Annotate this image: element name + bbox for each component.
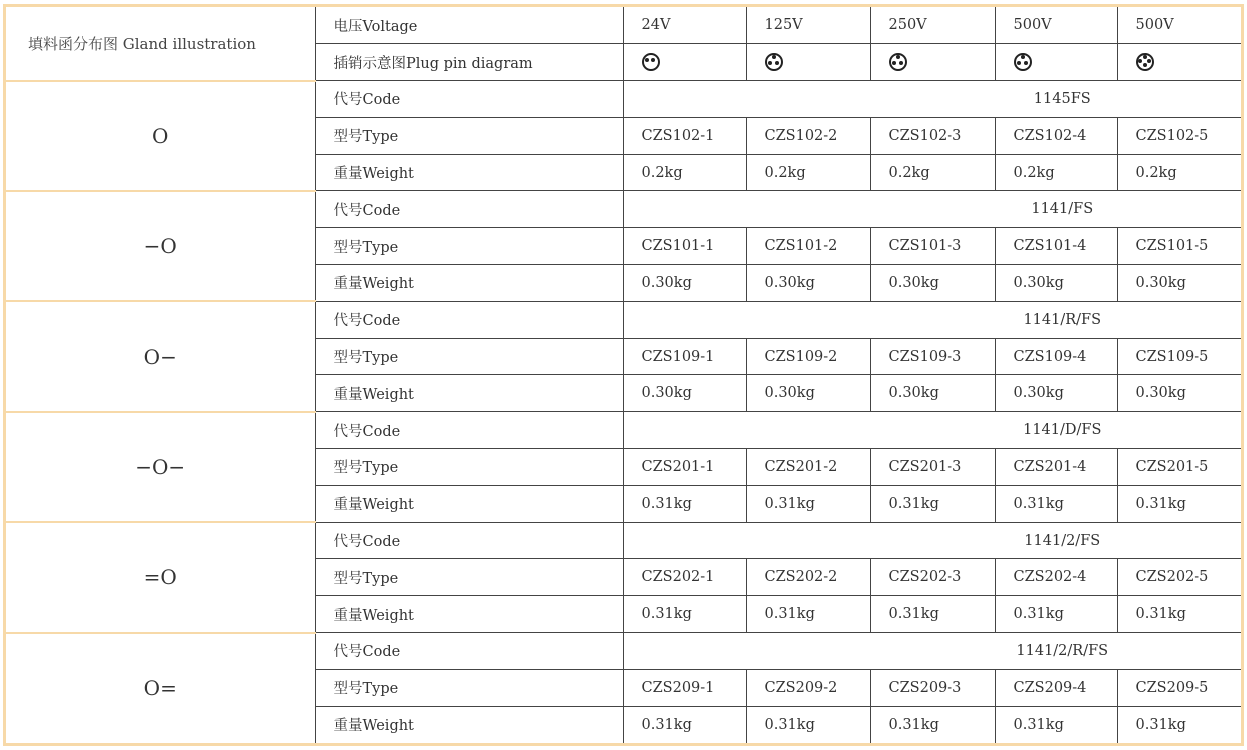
- type-cell: CZS201-1: [623, 449, 746, 486]
- voltage-cell: 500V: [995, 7, 1117, 44]
- weight-cell: 0.31kg: [746, 596, 870, 633]
- pin-diagram-label: 插销示意图Plug pin diagram: [315, 44, 623, 81]
- code-label: 代号Code: [315, 301, 623, 338]
- pin-cell: [995, 44, 1117, 81]
- voltage-cell: 500V: [1117, 7, 1241, 44]
- spec-table: [6, 7, 1241, 743]
- plug-2pin-icon: [642, 53, 660, 71]
- weight-cell: 0.30kg: [623, 265, 746, 302]
- code-row: [6, 633, 1241, 670]
- type-cell: CZS101-5: [1117, 228, 1241, 265]
- code-label: 代号Code: [315, 633, 623, 670]
- gland-symbol: O−: [6, 301, 315, 411]
- type-cell: CZS109-5: [1117, 338, 1241, 375]
- weight-cell: 0.2kg: [746, 154, 870, 191]
- weight-cell: 0.30kg: [995, 265, 1117, 302]
- plug-4pin-icon: [1136, 53, 1154, 71]
- code-row: [6, 301, 1241, 338]
- type-cell: CZS102-3: [870, 117, 995, 154]
- type-label: 型号Type: [315, 449, 623, 486]
- type-cell: CZS201-4: [995, 449, 1117, 486]
- type-cell: CZS202-5: [1117, 559, 1241, 596]
- type-cell: CZS201-2: [746, 449, 870, 486]
- type-label: 型号Type: [315, 117, 623, 154]
- weight-cell: 0.30kg: [870, 375, 995, 412]
- weight-label: 重量Weight: [315, 706, 623, 743]
- type-cell: CZS201-5: [1117, 449, 1241, 486]
- type-cell: CZS102-5: [1117, 117, 1241, 154]
- type-cell: CZS102-1: [623, 117, 746, 154]
- gland-symbol: −O: [6, 191, 315, 301]
- type-cell: CZS202-4: [995, 559, 1117, 596]
- weight-label: 重量Weight: [315, 154, 623, 191]
- type-label: 型号Type: [315, 559, 623, 596]
- type-cell: CZS109-3: [870, 338, 995, 375]
- voltage-cell: 24V: [623, 7, 746, 44]
- weight-cell: 0.30kg: [870, 265, 995, 302]
- code-row: [6, 522, 1241, 559]
- voltage-row: [6, 7, 1241, 44]
- voltage-cell: 250V: [870, 7, 995, 44]
- weight-cell: 0.30kg: [1117, 265, 1241, 302]
- weight-label: 重量Weight: [315, 596, 623, 633]
- type-cell: CZS109-4: [995, 338, 1117, 375]
- type-cell: CZS202-1: [623, 559, 746, 596]
- pin-cell: [746, 44, 870, 81]
- code-label: 代号Code: [315, 191, 623, 228]
- weight-cell: 0.31kg: [623, 706, 746, 743]
- code-value: 1141/FS: [623, 191, 1241, 228]
- weight-cell: 0.31kg: [870, 706, 995, 743]
- weight-cell: 0.31kg: [1117, 485, 1241, 522]
- type-cell: CZS101-3: [870, 228, 995, 265]
- type-cell: CZS209-4: [995, 669, 1117, 706]
- type-cell: CZS202-3: [870, 559, 995, 596]
- gland-symbol: O: [6, 81, 315, 191]
- code-value: 1141/2/FS: [623, 522, 1241, 559]
- type-cell: CZS209-5: [1117, 669, 1241, 706]
- plug-3pin-icon: [889, 53, 907, 71]
- voltage-label: 电压Voltage: [315, 7, 623, 44]
- weight-cell: 0.2kg: [870, 154, 995, 191]
- weight-cell: 0.30kg: [995, 375, 1117, 412]
- weight-cell: 0.31kg: [623, 485, 746, 522]
- type-label: 型号Type: [315, 228, 623, 265]
- type-cell: CZS209-1: [623, 669, 746, 706]
- code-value: 1141/D/FS: [623, 412, 1241, 449]
- code-label: 代号Code: [315, 522, 623, 559]
- type-cell: CZS209-2: [746, 669, 870, 706]
- weight-cell: 0.31kg: [870, 485, 995, 522]
- type-label: 型号Type: [315, 669, 623, 706]
- type-cell: CZS101-1: [623, 228, 746, 265]
- type-cell: CZS102-4: [995, 117, 1117, 154]
- pin-cell: [870, 44, 995, 81]
- weight-cell: 0.31kg: [623, 596, 746, 633]
- code-row: [6, 412, 1241, 449]
- weight-cell: 0.31kg: [995, 596, 1117, 633]
- type-cell: CZS101-2: [746, 228, 870, 265]
- code-value: 1141/2/R/FS: [623, 633, 1241, 670]
- weight-cell: 0.2kg: [995, 154, 1117, 191]
- weight-cell: 0.31kg: [746, 485, 870, 522]
- gland-illustration-header: 填料函分布图 Gland illustration: [6, 7, 315, 81]
- weight-cell: 0.31kg: [995, 706, 1117, 743]
- type-label: 型号Type: [315, 338, 623, 375]
- weight-cell: 0.2kg: [1117, 154, 1241, 191]
- code-label: 代号Code: [315, 81, 623, 118]
- code-row: [6, 81, 1241, 118]
- weight-cell: 0.31kg: [870, 596, 995, 633]
- code-value: 1145FS: [623, 81, 1241, 118]
- weight-label: 重量Weight: [315, 485, 623, 522]
- code-value: 1141/R/FS: [623, 301, 1241, 338]
- weight-cell: 0.31kg: [1135, 716, 1186, 733]
- weight-cell: 0.31kg: [995, 485, 1117, 522]
- gland-symbol: =O: [6, 522, 315, 632]
- weight-cell: 0.30kg: [746, 375, 870, 412]
- type-cell: CZS109-2: [746, 338, 870, 375]
- pin-cell: [623, 44, 746, 81]
- gland-symbol: −O−: [6, 412, 315, 522]
- code-label: 代号Code: [315, 412, 623, 449]
- weight-cell: 0.30kg: [623, 375, 746, 412]
- weight-label: 重量Weight: [315, 265, 623, 302]
- plug-3pin-icon: [765, 53, 783, 71]
- type-cell: CZS101-4: [995, 228, 1117, 265]
- weight-label: 重量Weight: [315, 375, 623, 412]
- spec-table-frame: [3, 4, 1244, 746]
- type-cell: CZS109-1: [623, 338, 746, 375]
- voltage-cell: 125V: [746, 7, 870, 44]
- weight-cell: 0.31kg: [1117, 596, 1241, 633]
- type-cell: CZS102-2: [746, 117, 870, 154]
- code-row: [6, 191, 1241, 228]
- type-cell: CZS209-3: [870, 669, 995, 706]
- weight-cell: 0.30kg: [746, 265, 870, 302]
- gland-symbol: O=: [6, 633, 315, 743]
- type-cell: CZS201-3: [870, 449, 995, 486]
- weight-cell: 0.2kg: [623, 154, 746, 191]
- pin-cell: [1117, 44, 1241, 81]
- plug-3pin-icon: [1014, 53, 1032, 71]
- weight-cell: 0.30kg: [1117, 375, 1241, 412]
- weight-cell: 0.31kg: [746, 706, 870, 743]
- type-cell: CZS202-2: [746, 559, 870, 596]
